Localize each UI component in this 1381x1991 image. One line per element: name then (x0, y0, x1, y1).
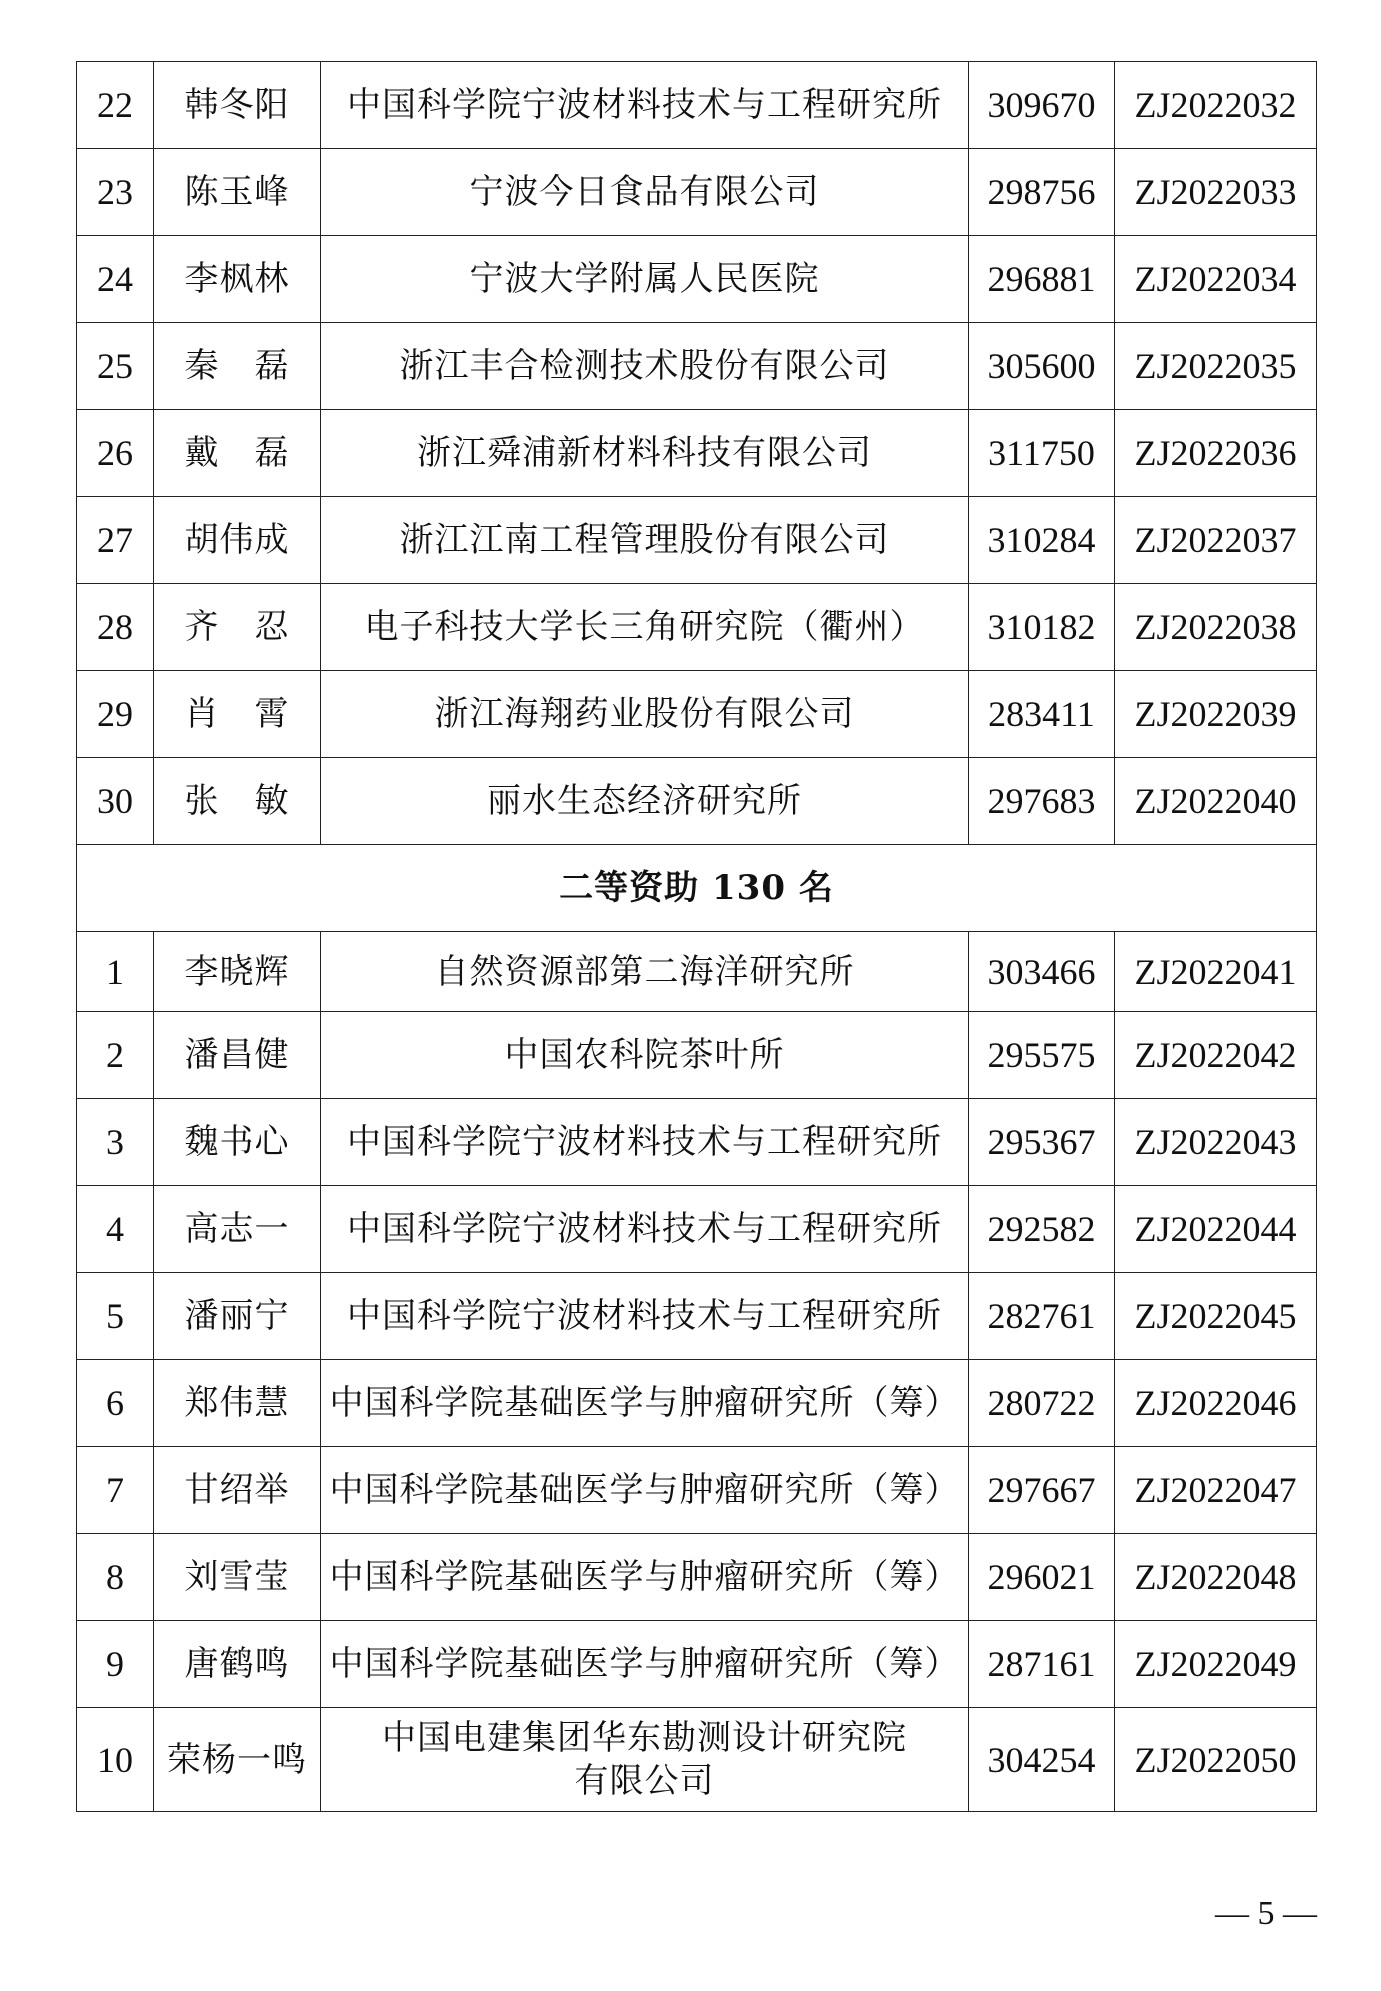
work-unit: 中国科学院宁波材料技术与工程研究所 (321, 1186, 969, 1273)
row-number: 30 (77, 758, 154, 845)
award-list-table (76, 61, 1317, 1812)
project-code: ZJ2022048 (1115, 1534, 1317, 1621)
row-number: 9 (77, 1621, 154, 1708)
applicant-id: 309670 (969, 62, 1115, 149)
table-row (77, 1447, 1317, 1534)
work-unit (321, 1708, 969, 1812)
applicant-id: 295575 (969, 1012, 1115, 1099)
work-unit: 自然资源部第二海洋研究所 (321, 932, 969, 1012)
person-name: 张 敏 (154, 758, 321, 845)
row-number: 22 (77, 62, 154, 149)
table-row (77, 1360, 1317, 1447)
row-number: 25 (77, 323, 154, 410)
table-row (77, 1186, 1317, 1273)
project-code: ZJ2022032 (1115, 62, 1317, 149)
page-number: — 5 — (1215, 1895, 1317, 1932)
applicant-id: 310284 (969, 497, 1115, 584)
work-unit-line: 有限公司 (574, 1760, 715, 1801)
work-unit-line: 中国电建集团华东勘测设计研究院 (382, 1718, 907, 1758)
work-unit: 中国科学院宁波材料技术与工程研究所 (321, 1273, 969, 1360)
person-name: 潘丽宁 (154, 1273, 321, 1360)
project-code: ZJ2022041 (1115, 932, 1317, 1012)
person-name: 刘雪莹 (154, 1534, 321, 1621)
work-unit: 浙江江南工程管理股份有限公司 (321, 497, 969, 584)
work-unit: 宁波今日食品有限公司 (321, 149, 969, 236)
work-unit: 宁波大学附属人民医院 (321, 236, 969, 323)
table-row (77, 236, 1317, 323)
applicant-id: 295367 (969, 1099, 1115, 1186)
row-number: 26 (77, 410, 154, 497)
work-unit: 浙江海翔药业股份有限公司 (321, 671, 969, 758)
row-number: 24 (77, 236, 154, 323)
applicant-id: 297667 (969, 1447, 1115, 1534)
person-name: 魏书心 (154, 1099, 321, 1186)
project-code: ZJ2022043 (1115, 1099, 1317, 1186)
project-code: ZJ2022034 (1115, 236, 1317, 323)
project-code: ZJ2022035 (1115, 323, 1317, 410)
row-number: 7 (77, 1447, 154, 1534)
row-number: 1 (77, 932, 154, 1012)
person-name: 戴 磊 (154, 410, 321, 497)
person-name: 高志一 (154, 1186, 321, 1273)
work-unit: 中国农科院茶叶所 (321, 1012, 969, 1099)
row-number: 10 (77, 1708, 154, 1812)
work-unit: 丽水生态经济研究所 (321, 758, 969, 845)
project-code: ZJ2022050 (1115, 1708, 1317, 1812)
project-code: ZJ2022033 (1115, 149, 1317, 236)
project-code: ZJ2022047 (1115, 1447, 1317, 1534)
person-name: 李晓辉 (154, 932, 321, 1012)
table-row (77, 1099, 1317, 1186)
project-code: ZJ2022040 (1115, 758, 1317, 845)
work-unit: 中国科学院基础医学与肿瘤研究所（筹） (321, 1534, 969, 1621)
person-name: 秦 磊 (154, 323, 321, 410)
applicant-id: 298756 (969, 149, 1115, 236)
work-unit: 中国科学院宁波材料技术与工程研究所 (321, 1099, 969, 1186)
row-number: 5 (77, 1273, 154, 1360)
applicant-id: 282761 (969, 1273, 1115, 1360)
person-name: 潘昌健 (154, 1012, 321, 1099)
table-body (77, 62, 1317, 1812)
row-number: 28 (77, 584, 154, 671)
row-number: 27 (77, 497, 154, 584)
table-row (77, 410, 1317, 497)
table-row (77, 1273, 1317, 1360)
person-name: 唐鹤鸣 (154, 1621, 321, 1708)
table-row (77, 1012, 1317, 1099)
work-unit: 电子科技大学长三角研究院（衢州） (321, 584, 969, 671)
person-name: 齐 忍 (154, 584, 321, 671)
row-number: 29 (77, 671, 154, 758)
table-row (77, 932, 1317, 1012)
applicant-id: 297683 (969, 758, 1115, 845)
person-name: 肖 霄 (154, 671, 321, 758)
work-unit: 浙江丰合检测技术股份有限公司 (321, 323, 969, 410)
person-name: 陈玉峰 (154, 149, 321, 236)
applicant-id: 310182 (969, 584, 1115, 671)
applicant-id: 311750 (969, 410, 1115, 497)
person-name: 甘绍举 (154, 1447, 321, 1534)
table-row (77, 1534, 1317, 1621)
row-number: 6 (77, 1360, 154, 1447)
table-row (77, 323, 1317, 410)
applicant-id: 287161 (969, 1621, 1115, 1708)
work-unit: 浙江舜浦新材料科技有限公司 (321, 410, 969, 497)
section-header-row (77, 845, 1317, 932)
row-number: 8 (77, 1534, 154, 1621)
project-code: ZJ2022042 (1115, 1012, 1317, 1099)
table-row (77, 584, 1317, 671)
person-name: 李枫林 (154, 236, 321, 323)
table-row (77, 62, 1317, 149)
project-code: ZJ2022049 (1115, 1621, 1317, 1708)
applicant-id: 304254 (969, 1708, 1115, 1812)
table-row (77, 758, 1317, 845)
row-number: 2 (77, 1012, 154, 1099)
person-name: 荣杨一鸣 (154, 1708, 321, 1812)
project-code: ZJ2022045 (1115, 1273, 1317, 1360)
table-row (77, 497, 1317, 584)
project-code: ZJ2022036 (1115, 410, 1317, 497)
table-row (77, 671, 1317, 758)
work-unit: 中国科学院宁波材料技术与工程研究所 (321, 62, 969, 149)
applicant-id: 296881 (969, 236, 1115, 323)
row-number: 3 (77, 1099, 154, 1186)
table-row (77, 149, 1317, 236)
applicant-id: 303466 (969, 932, 1115, 1012)
project-code: ZJ2022044 (1115, 1186, 1317, 1273)
person-name: 韩冬阳 (154, 62, 321, 149)
table-row (77, 1621, 1317, 1708)
applicant-id: 305600 (969, 323, 1115, 410)
applicant-id: 292582 (969, 1186, 1115, 1273)
section-title: 二等资助 130 名 (77, 845, 1317, 932)
row-number: 4 (77, 1186, 154, 1273)
person-name: 郑伟慧 (154, 1360, 321, 1447)
applicant-id: 296021 (969, 1534, 1115, 1621)
work-unit: 中国科学院基础医学与肿瘤研究所（筹） (321, 1360, 969, 1447)
applicant-id: 283411 (969, 671, 1115, 758)
applicant-id: 280722 (969, 1360, 1115, 1447)
project-code: ZJ2022037 (1115, 497, 1317, 584)
work-unit: 中国科学院基础医学与肿瘤研究所（筹） (321, 1621, 969, 1708)
work-unit: 中国科学院基础医学与肿瘤研究所（筹） (321, 1447, 969, 1534)
row-number: 23 (77, 149, 154, 236)
table-row (77, 1708, 1317, 1812)
project-code: ZJ2022046 (1115, 1360, 1317, 1447)
project-code: ZJ2022039 (1115, 671, 1317, 758)
project-code: ZJ2022038 (1115, 584, 1317, 671)
person-name: 胡伟成 (154, 497, 321, 584)
